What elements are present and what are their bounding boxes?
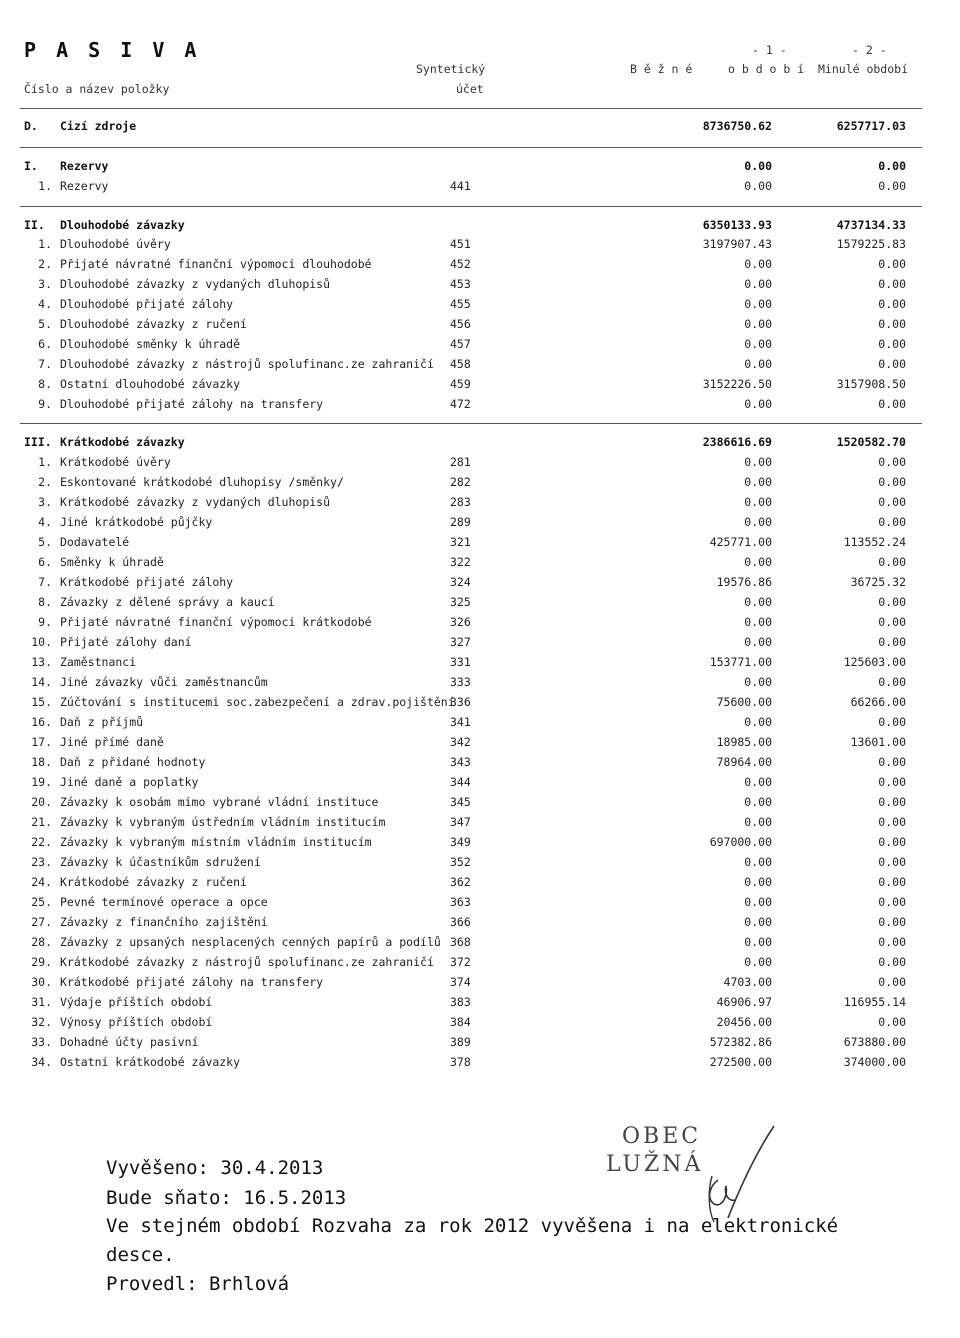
row-previous-value: 3157908.50: [836, 377, 906, 391]
row-current-value: 46906.97: [716, 995, 772, 1009]
row-name: Přijaté návratné finanční výpomoci krátkodobé: [60, 615, 372, 629]
row-number: 23.: [31, 855, 52, 869]
row-name: Krátkodobé úvěry: [60, 455, 171, 469]
row-number: 17.: [31, 735, 52, 749]
row-name: Závazky k účastníkům sdružení: [60, 855, 261, 869]
table-row: [0, 512, 960, 532]
row-previous-value: 125603.00: [843, 655, 906, 669]
row-number: 9.: [38, 615, 52, 629]
row-number: 27.: [31, 915, 52, 929]
section-row: [0, 432, 960, 452]
row-number: 1.: [38, 179, 52, 193]
row-name: Směnky k úhradě: [60, 555, 164, 569]
performed-by: Provedl: Brhlová: [106, 1273, 290, 1295]
row-previous-value: 0.00: [878, 515, 906, 529]
row-number: 5.: [38, 317, 52, 331]
row-number: 25.: [31, 895, 52, 909]
row-account: 441: [450, 179, 471, 193]
table-row: [0, 294, 960, 314]
row-number: 4.: [38, 515, 52, 529]
row-number: II.: [24, 218, 45, 232]
table-row: [0, 354, 960, 374]
row-name: Přijaté zálohy daní: [60, 635, 192, 649]
row-number: 32.: [31, 1015, 52, 1029]
row-name: Jiné přímé daně: [60, 735, 164, 749]
row-name: Dlouhodobé přijaté zálohy na transfery: [60, 397, 324, 411]
stamp-line: OBEC: [622, 1124, 702, 1149]
row-current-value: 20456.00: [716, 1015, 772, 1029]
row-number: 7.: [38, 575, 52, 589]
row-current-value: 75600.00: [716, 695, 772, 709]
row-current-value: 0.00: [744, 635, 772, 649]
row-name: Dlouhodobé závazky: [60, 218, 185, 232]
table-row: [0, 712, 960, 732]
table-row: [0, 752, 960, 772]
row-name: Závazky k vybraným ústředním vládním institucím: [60, 815, 386, 829]
table-row: [0, 552, 960, 572]
section-row: [0, 156, 960, 176]
row-account: 281: [450, 455, 471, 469]
header-account-label: Syntetický: [416, 62, 486, 76]
row-number: 24.: [31, 875, 52, 889]
row-previous-value: 1579225.83: [836, 237, 906, 251]
divider-rule: [20, 147, 922, 148]
removal-date: Bude sňato: 16.5.2013: [106, 1187, 347, 1209]
row-current-value: 0.00: [744, 955, 772, 969]
row-number: 29.: [31, 955, 52, 969]
row-account: 336: [450, 695, 471, 709]
row-name: Zúčtování s institucemi soc.zabezpečení a zdrav.pojištění: [60, 695, 455, 709]
row-name: Ostatní krátkodobé závazky: [60, 1055, 241, 1069]
row-number: 7.: [38, 357, 52, 371]
row-current-value: 0.00: [744, 475, 772, 489]
row-previous-value: 0.00: [878, 159, 906, 173]
row-current-value: 0.00: [744, 257, 772, 271]
row-account: 321: [450, 535, 471, 549]
row-account: 347: [450, 815, 471, 829]
row-previous-value: 374000.00: [843, 1055, 906, 1069]
table-row: [0, 572, 960, 592]
stamp-line-2: LUŽNÁ: [606, 1152, 704, 1177]
note-line: Ve stejném období Rozvaha za rok 2012 vyvěšena i na elektronické: [106, 1215, 839, 1237]
row-account: 372: [450, 955, 471, 969]
row-current-value: 78964.00: [716, 755, 772, 769]
row-number: 28.: [31, 935, 52, 949]
row-number: I.: [24, 159, 38, 173]
row-name: Eskontované krátkodobé dluhopisy /směnky/: [60, 475, 344, 489]
row-number: 14.: [31, 675, 52, 689]
row-current-value: 0.00: [744, 455, 772, 469]
row-number: 19.: [31, 775, 52, 789]
row-current-value: 0.00: [744, 795, 772, 809]
row-previous-value: 0.00: [878, 915, 906, 929]
row-name: Závazky z finančního zajištění: [60, 915, 268, 929]
table-row: [0, 254, 960, 274]
row-number: 2.: [38, 475, 52, 489]
row-previous-value: 0.00: [878, 179, 906, 193]
table-row: [0, 732, 960, 752]
row-number: 34.: [31, 1055, 52, 1069]
row-previous-value: 0.00: [878, 317, 906, 331]
row-name: Daň z příjmů: [60, 715, 144, 729]
table-row: [0, 334, 960, 354]
header-previous-number: - 2 -: [852, 43, 887, 57]
row-name: Dlouhodobé závazky z vydaných dluhopisů: [60, 277, 331, 291]
divider-rule: [20, 423, 922, 424]
table-row: [0, 912, 960, 932]
row-number: 30.: [31, 975, 52, 989]
row-current-value: 0.00: [744, 277, 772, 291]
row-account: 326: [450, 615, 471, 629]
row-account: 324: [450, 575, 471, 589]
row-previous-value: 0.00: [878, 635, 906, 649]
row-account: 459: [450, 377, 471, 391]
row-previous-value: 0.00: [878, 357, 906, 371]
row-previous-value: 0.00: [878, 1015, 906, 1029]
table-row: [0, 176, 960, 196]
table-row: [0, 812, 960, 832]
row-account: 283: [450, 495, 471, 509]
row-previous-value: 0.00: [878, 855, 906, 869]
table-row: [0, 532, 960, 552]
row-previous-value: 0.00: [878, 715, 906, 729]
row-name: Dlouhodobé závazky z nástrojů spolufinanc.ze zahraničí: [60, 357, 434, 371]
row-previous-value: 0.00: [878, 455, 906, 469]
table-row: [0, 374, 960, 394]
row-number: 1.: [38, 237, 52, 251]
row-previous-value: 0.00: [878, 277, 906, 291]
row-account: 349: [450, 835, 471, 849]
row-name: Rezervy: [60, 179, 109, 193]
row-number: 22.: [31, 835, 52, 849]
row-current-value: 0.00: [744, 317, 772, 331]
row-previous-value: 36725.32: [850, 575, 906, 589]
row-account: 452: [450, 257, 471, 271]
row-number: 18.: [31, 755, 52, 769]
row-number: 20.: [31, 795, 52, 809]
row-name: Dlouhodobé závazky z ručení: [60, 317, 247, 331]
row-current-value: 0.00: [744, 675, 772, 689]
row-name: Jiné krátkodobé půjčky: [60, 515, 213, 529]
row-previous-value: 0.00: [878, 675, 906, 689]
row-current-value: 0.00: [744, 555, 772, 569]
signature-icon: [688, 1120, 778, 1230]
row-previous-value: 0.00: [878, 795, 906, 809]
row-name: Dlouhodobé přijaté zálohy: [60, 297, 234, 311]
row-current-value: 0.00: [744, 495, 772, 509]
row-previous-value: 0.00: [878, 955, 906, 969]
row-previous-value: 673880.00: [843, 1035, 906, 1049]
section-row: [0, 116, 960, 136]
row-current-value: 0.00: [744, 855, 772, 869]
header-current-number: - 1 -: [752, 43, 787, 57]
row-previous-value: 4737134.33: [836, 218, 906, 232]
row-name: Přijaté návratné finanční výpomoci dlouhodobé: [60, 257, 372, 271]
row-account: 327: [450, 635, 471, 649]
table-row: [0, 852, 960, 872]
row-number: 15.: [31, 695, 52, 709]
row-account: 344: [450, 775, 471, 789]
row-current-value: 3197907.43: [702, 237, 772, 251]
row-name: Jiné závazky vůči zaměstnancům: [60, 675, 268, 689]
row-current-value: 0.00: [744, 715, 772, 729]
table-row: [0, 1052, 960, 1072]
row-current-value: 0.00: [744, 915, 772, 929]
table-row: [0, 692, 960, 712]
row-previous-value: 0.00: [878, 875, 906, 889]
row-number: 9.: [38, 397, 52, 411]
row-previous-value: 0.00: [878, 815, 906, 829]
row-previous-value: 0.00: [878, 297, 906, 311]
row-previous-value: 0.00: [878, 475, 906, 489]
header-rule: [20, 108, 922, 109]
row-account: 343: [450, 755, 471, 769]
row-previous-value: 1520582.70: [836, 435, 906, 449]
header-previous-label: Minulé období: [818, 62, 909, 76]
row-name: Krátkodobé závazky z vydaných dluhopisů: [60, 495, 331, 509]
row-previous-value: 0.00: [878, 337, 906, 351]
row-previous-value: 113552.24: [843, 535, 906, 549]
row-current-value: 4703.00: [723, 975, 772, 989]
row-current-value: 0.00: [744, 935, 772, 949]
row-name: Ostatní dlouhodobé závazky: [60, 377, 241, 391]
row-account: 333: [450, 675, 471, 689]
row-account: 374: [450, 975, 471, 989]
row-name: Dlouhodobé směnky k úhradě: [60, 337, 241, 351]
divider-rule: [20, 206, 922, 207]
table-row: [0, 872, 960, 892]
row-current-value: 0.00: [744, 895, 772, 909]
row-number: 21.: [31, 815, 52, 829]
row-account: 456: [450, 317, 471, 331]
row-name: Zaměstnanci: [60, 655, 137, 669]
row-name: Pevné termínové operace a opce: [60, 895, 268, 909]
row-name: Závazky z dělené správy a kaucí: [60, 595, 275, 609]
table-row: [0, 672, 960, 692]
table-row: [0, 952, 960, 972]
header-item-label: Číslo a název položky: [24, 82, 170, 96]
row-previous-value: 116955.14: [843, 995, 906, 1009]
row-name: Dohadné účty pasivní: [60, 1035, 199, 1049]
row-account: 363: [450, 895, 471, 909]
row-name: Rezervy: [60, 159, 109, 173]
row-account: 341: [450, 715, 471, 729]
row-previous-value: 0.00: [878, 935, 906, 949]
row-name: Krátkodobé závazky z nástrojů spolufinanc.ze zahraničí: [60, 955, 434, 969]
row-number: 2.: [38, 257, 52, 271]
row-number: D.: [24, 119, 38, 133]
row-number: 31.: [31, 995, 52, 1009]
table-row: [0, 1032, 960, 1052]
row-current-value: 572382.86: [709, 1035, 772, 1049]
row-previous-value: 0.00: [878, 775, 906, 789]
row-account: 458: [450, 357, 471, 371]
row-number: 8.: [38, 377, 52, 391]
row-current-value: 153771.00: [709, 655, 772, 669]
row-number: 10.: [31, 635, 52, 649]
row-current-value: 8736750.62: [702, 119, 772, 133]
table-row: [0, 772, 960, 792]
row-current-value: 18985.00: [716, 735, 772, 749]
row-name: Jiné daně a poplatky: [60, 775, 199, 789]
row-name: Závazky z upsaných nesplacených cenných papírů a podílů: [60, 935, 441, 949]
row-account: 282: [450, 475, 471, 489]
table-row: [0, 612, 960, 632]
table-row: [0, 972, 960, 992]
row-number: 8.: [38, 595, 52, 609]
row-account: 453: [450, 277, 471, 291]
row-current-value: 0.00: [744, 297, 772, 311]
row-account: 368: [450, 935, 471, 949]
row-name: Výnosy příštích období: [60, 1015, 213, 1029]
row-account: 472: [450, 397, 471, 411]
row-previous-value: 0.00: [878, 397, 906, 411]
row-previous-value: 0.00: [878, 975, 906, 989]
table-row: [0, 314, 960, 334]
table-row: [0, 274, 960, 294]
row-account: 378: [450, 1055, 471, 1069]
table-row: [0, 452, 960, 472]
row-account: 366: [450, 915, 471, 929]
posted-date: Vyvěšeno: 30.4.2013: [106, 1157, 324, 1179]
row-name: Dodavatelé: [60, 535, 130, 549]
header-account-label-2: účet: [456, 82, 484, 96]
table-row: [0, 492, 960, 512]
table-row: [0, 1012, 960, 1032]
row-name: Krátkodobé přijaté zálohy na transfery: [60, 975, 324, 989]
row-name: Výdaje příštích období: [60, 995, 213, 1009]
row-current-value: 0.00: [744, 357, 772, 371]
table-row: [0, 892, 960, 912]
row-number: 4.: [38, 297, 52, 311]
row-previous-value: 0.00: [878, 595, 906, 609]
row-number: 6.: [38, 337, 52, 351]
row-account: 384: [450, 1015, 471, 1029]
table-row: [0, 792, 960, 812]
row-previous-value: 6257717.03: [836, 119, 906, 133]
row-current-value: 0.00: [744, 815, 772, 829]
row-name: Cizí zdroje: [60, 119, 137, 133]
table-row: [0, 932, 960, 952]
row-current-value: 6350133.93: [702, 218, 772, 232]
table-row: [0, 472, 960, 492]
row-account: 362: [450, 875, 471, 889]
table-row: [0, 592, 960, 612]
table-row: [0, 992, 960, 1012]
row-number: 6.: [38, 555, 52, 569]
row-current-value: 0.00: [744, 159, 772, 173]
row-account: 457: [450, 337, 471, 351]
row-current-value: 697000.00: [709, 835, 772, 849]
row-previous-value: 0.00: [878, 257, 906, 271]
row-current-value: 0.00: [744, 337, 772, 351]
row-account: 322: [450, 555, 471, 569]
header-period-label: B ě ž n é: [630, 62, 693, 76]
table-row: [0, 234, 960, 254]
table-row: [0, 394, 960, 414]
row-current-value: 0.00: [744, 775, 772, 789]
header-period-label-2: o b d o b í: [728, 62, 805, 76]
row-account: 289: [450, 515, 471, 529]
row-current-value: 2386616.69: [702, 435, 772, 449]
row-previous-value: 0.00: [878, 495, 906, 509]
row-account: 325: [450, 595, 471, 609]
row-current-value: 0.00: [744, 595, 772, 609]
row-number: 1.: [38, 455, 52, 469]
row-number: 13.: [31, 655, 52, 669]
row-previous-value: 13601.00: [850, 735, 906, 749]
table-row: [0, 632, 960, 652]
row-current-value: 0.00: [744, 515, 772, 529]
row-current-value: 0.00: [744, 179, 772, 193]
row-number: 16.: [31, 715, 52, 729]
row-previous-value: 0.00: [878, 835, 906, 849]
row-account: 331: [450, 655, 471, 669]
table-row: [0, 832, 960, 852]
row-account: 389: [450, 1035, 471, 1049]
row-previous-value: 0.00: [878, 755, 906, 769]
row-account: 342: [450, 735, 471, 749]
row-current-value: 425771.00: [709, 535, 772, 549]
row-previous-value: 0.00: [878, 555, 906, 569]
row-number: 3.: [38, 495, 52, 509]
row-name: Krátkodobé přijaté zálohy: [60, 575, 234, 589]
row-current-value: 0.00: [744, 615, 772, 629]
row-previous-value: 0.00: [878, 615, 906, 629]
row-number: 33.: [31, 1035, 52, 1049]
row-name: Závazky k vybraným místním vládním institucím: [60, 835, 372, 849]
row-current-value: 19576.86: [716, 575, 772, 589]
row-account: 451: [450, 237, 471, 251]
row-name: Dlouhodobé úvěry: [60, 237, 171, 251]
row-previous-value: 66266.00: [850, 695, 906, 709]
row-number: 5.: [38, 535, 52, 549]
row-current-value: 272500.00: [709, 1055, 772, 1069]
row-current-value: 0.00: [744, 875, 772, 889]
row-previous-value: 0.00: [878, 895, 906, 909]
row-account: 352: [450, 855, 471, 869]
table-row: [0, 652, 960, 672]
row-name: Krátkodobé závazky: [60, 435, 185, 449]
page-title: P A S I V A: [24, 38, 201, 62]
row-account: 455: [450, 297, 471, 311]
row-current-value: 0.00: [744, 397, 772, 411]
row-name: Daň z přidané hodnoty: [60, 755, 206, 769]
row-name: Krátkodobé závazky z ručení: [60, 875, 247, 889]
row-name: Závazky k osobám mimo vybrané vládní instituce: [60, 795, 379, 809]
row-current-value: 3152226.50: [702, 377, 772, 391]
row-account: 345: [450, 795, 471, 809]
row-account: 383: [450, 995, 471, 1009]
row-number: III.: [24, 435, 52, 449]
row-number: 3.: [38, 277, 52, 291]
note-line-2: desce.: [106, 1244, 175, 1266]
section-row: [0, 215, 960, 235]
